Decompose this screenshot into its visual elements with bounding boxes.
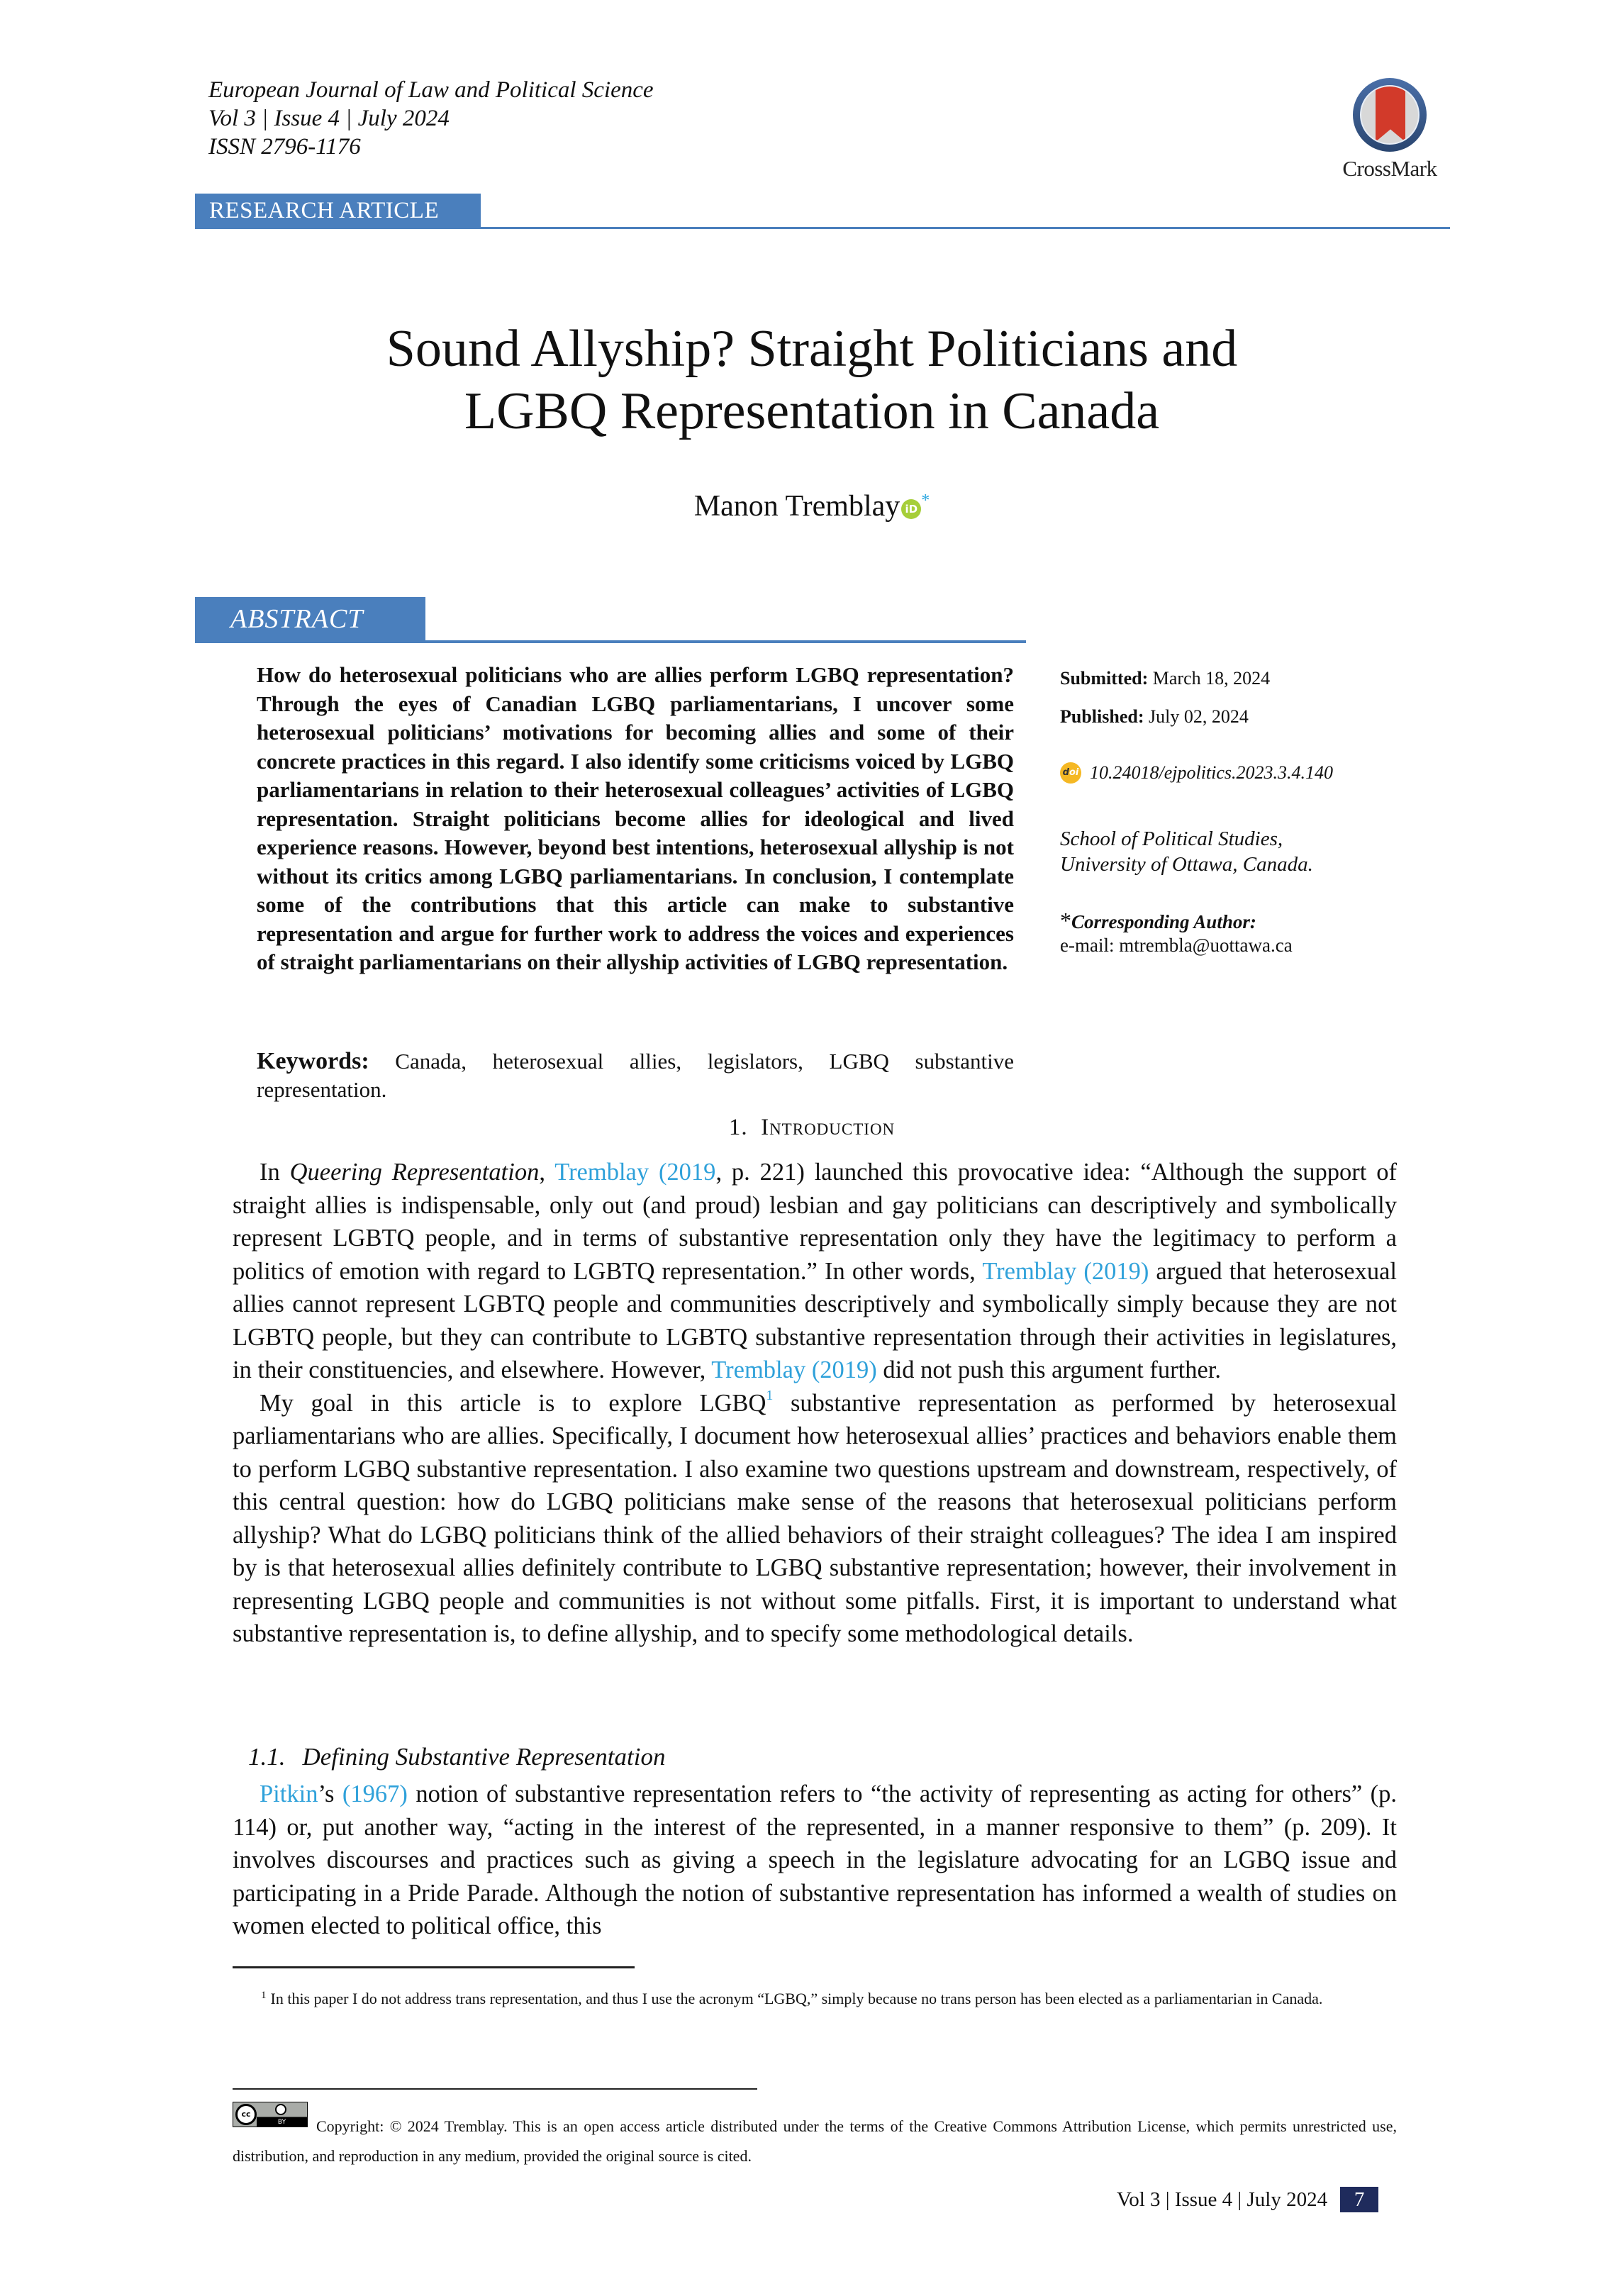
page-number: 7: [1340, 2187, 1378, 2212]
journal-header: [208, 76, 654, 161]
attribution-icon: [257, 2102, 307, 2127]
keywords-list: Canada, heterosexual allies, legislators, LGBQ substantive representation.: [257, 1049, 1015, 1102]
text: , p. 221) launched this provocative idea: “Although the support of straight allies is indispensable, only out (and proud) lesbian and gay politicians can descriptively and symbolically represent LGBTQ people, and in terms of substantive representation only they have the legitimacy to perform a politics of emotion with regard to LGBTQ representation.” In other words,: [233, 1159, 1397, 1285]
subsection-number: 1.1.: [248, 1743, 286, 1771]
doi-value[interactable]: 10.24018/ejpolitics.2023.3.4.140: [1090, 762, 1334, 783]
text: notion of substantive representation refers to “the activity of representing as acting for others” (p. 114) or, put another way, “acting in the interest of the represented, in a manner responsive to them” (p. 209). It involves discourses and practices such as giving a speech in the legislature advocating for an LGBQ issue and participating in a Pride Parade. Although the notion of substantive representation has informed a wealth of studies on women elected to political office, this: [233, 1780, 1397, 1939]
citation-link[interactable]: Tremblay (2019): [982, 1257, 1149, 1285]
by-label: BY: [277, 2119, 286, 2126]
footnote-ref-link[interactable]: 1: [766, 1387, 774, 1403]
journal-name: European Journal of Law and Political Science: [208, 77, 654, 103]
citation-link[interactable]: (1967): [342, 1780, 408, 1807]
affiliation-line-2: University of Ottawa, Canada.: [1060, 853, 1313, 876]
submitted-label: Submitted:: [1060, 668, 1149, 689]
footnote: [233, 1985, 1397, 2009]
text: did not push this argument further.: [876, 1356, 1221, 1383]
journal-issue: Vol 3 | Issue 4 | July 2024: [208, 106, 450, 131]
affiliation-line-1: School of Political Studies,: [1060, 827, 1283, 850]
journal-issn: ISSN 2796-1176: [208, 134, 361, 160]
cc-icon: cc: [235, 2104, 257, 2125]
affiliation: [1060, 826, 1313, 877]
footnote-number: 1: [261, 1990, 267, 2001]
published-label: Published:: [1060, 706, 1144, 727]
text: substantive representation as performed by heterosexual parliamentarians who are allies. Specifically, I document how heterosexual allies’ practices and behaviors enable them to perform LGBQ substantive representation. I also examine two questions upstream and downstream, respectively, of this central question: how do LGBQ politicians make sense of the reasons that heterosexual politicians perform allyship? What do LGBQ politicians think of the allied behaviors of their straight colleagues? The idea I am inspired by is that heterosexual allies definitely contribute to LGBQ substantive representation; however, their involvement in representing LGBQ people and communities is not without some pitfalls. First, it is important to understand what substantive representation is, to define allyship, and to specify some methodological details.: [233, 1389, 1397, 1647]
header-divider: [195, 227, 1450, 229]
author-email[interactable]: e-mail: mtrembla@uottawa.ca: [1060, 935, 1293, 956]
published-date: [1060, 706, 1249, 728]
title-line-2: LGBQ Representation in Canada: [464, 382, 1160, 440]
corresponding-label: Corresponding Author:: [1071, 911, 1256, 932]
book-title: Queering Representation: [289, 1159, 540, 1186]
crossmark-label: CrossMark: [1342, 156, 1437, 181]
article-type-tag: RESEARCH ARTICLE: [195, 194, 481, 228]
corresponding-mark: *: [1060, 908, 1071, 933]
text: argued that heterosexual allies cannot represent LGBTQ people and communities descriptively and symbolically simply because they are not LGBTQ people, but they can contribute to LGBTQ substantive representation through their activities in legislatures, in their constituencies, and elsewhere. However,: [233, 1257, 1397, 1383]
section-heading-introduction: [184, 1115, 1439, 1141]
orcid-icon[interactable]: iD: [901, 499, 921, 519]
article-title: [184, 318, 1439, 442]
abstract-divider: [195, 640, 1026, 643]
keywords-label: Keywords:: [257, 1048, 369, 1074]
subsection-heading: [248, 1743, 665, 1771]
paragraph: [233, 1387, 1397, 1651]
published-value: July 02, 2024: [1149, 706, 1249, 727]
paragraph: [233, 1156, 1397, 1387]
text: ,: [539, 1159, 555, 1186]
license-divider: [233, 2088, 757, 2090]
page-footer: [1117, 2187, 1378, 2212]
license-text: Copyright: © 2024 Tremblay. This is an open access article distributed under the terms of the Creative Commons Attribution License, which permits unrestricted use, distribution, and reproduction in any medium, provided the original source is cited.: [233, 2117, 1397, 2165]
footnote-divider: [233, 1966, 635, 1968]
citation-link[interactable]: Pitkin: [260, 1780, 318, 1807]
section-number: 1.: [728, 1115, 748, 1140]
text: In: [260, 1159, 290, 1186]
submitted-date: [1060, 668, 1270, 689]
crossmark-icon: [1353, 78, 1427, 152]
paragraph: [233, 1778, 1397, 1943]
citation-link[interactable]: Tremblay (2019): [711, 1356, 877, 1383]
title-line-1: Sound Allyship? Straight Politicians and: [386, 320, 1238, 378]
subsection-title: Defining Substantive Representation: [302, 1743, 666, 1771]
submitted-value: March 18, 2024: [1152, 668, 1271, 689]
doi-link[interactable]: [1060, 762, 1333, 784]
section-title: Introduction: [761, 1115, 896, 1140]
abstract-label: ABSTRACT: [195, 597, 425, 641]
keywords: [257, 1047, 1014, 1104]
subsection-body: [233, 1778, 1397, 1943]
person-icon: [275, 2104, 286, 2115]
doi-icon: doi: [1060, 762, 1081, 784]
text: ’s: [318, 1780, 342, 1807]
corresponding-author-mark: *: [921, 491, 930, 510]
bookmark-ribbon-icon: [1376, 85, 1405, 142]
abstract-text: How do heterosexual politicians who are allies perform LGBQ representation? Through the eyes of Canadian LGBQ parliamentarians, I uncover some heterosexual politicians’ motivations for becoming allies and some of their concrete practices in this regard. I also identify some criticisms voiced by LGBQ parliamentarians in relation to their heterosexual colleagues’ activities of LGBQ representation. Straight politicians become allies for ideological and lived experience reasons. However, beyond best intentions, heterosexual allyship is not without its critics among LGBQ parliamentarians. In conclusion, I contemplate some of the contributions that this article can make to substantive representation and argue for further work to address the voices and experiences of straight parliamentarians on their allyship activities of LGBQ representation.: [257, 662, 1014, 974]
crossmark-badge[interactable]: [1333, 78, 1446, 182]
text: My goal in this article is to explore LGBQ: [260, 1389, 766, 1417]
footer-issue: Vol 3 | Issue 4 | July 2024: [1117, 2188, 1328, 2211]
introduction-body: [233, 1156, 1397, 1651]
author-line: [184, 489, 1439, 523]
author-name: Manon Tremblay: [693, 490, 900, 523]
citation-link[interactable]: Tremblay (2019: [554, 1159, 716, 1186]
footnote-text: In this paper I do not address trans representation, and thus I use the acronym “LGBQ,” simply because no trans person has been elected as a parliamentarian in Canada.: [270, 1990, 1323, 2007]
cc-by-badge[interactable]: [233, 2102, 308, 2127]
corresponding-author: [1060, 909, 1293, 957]
